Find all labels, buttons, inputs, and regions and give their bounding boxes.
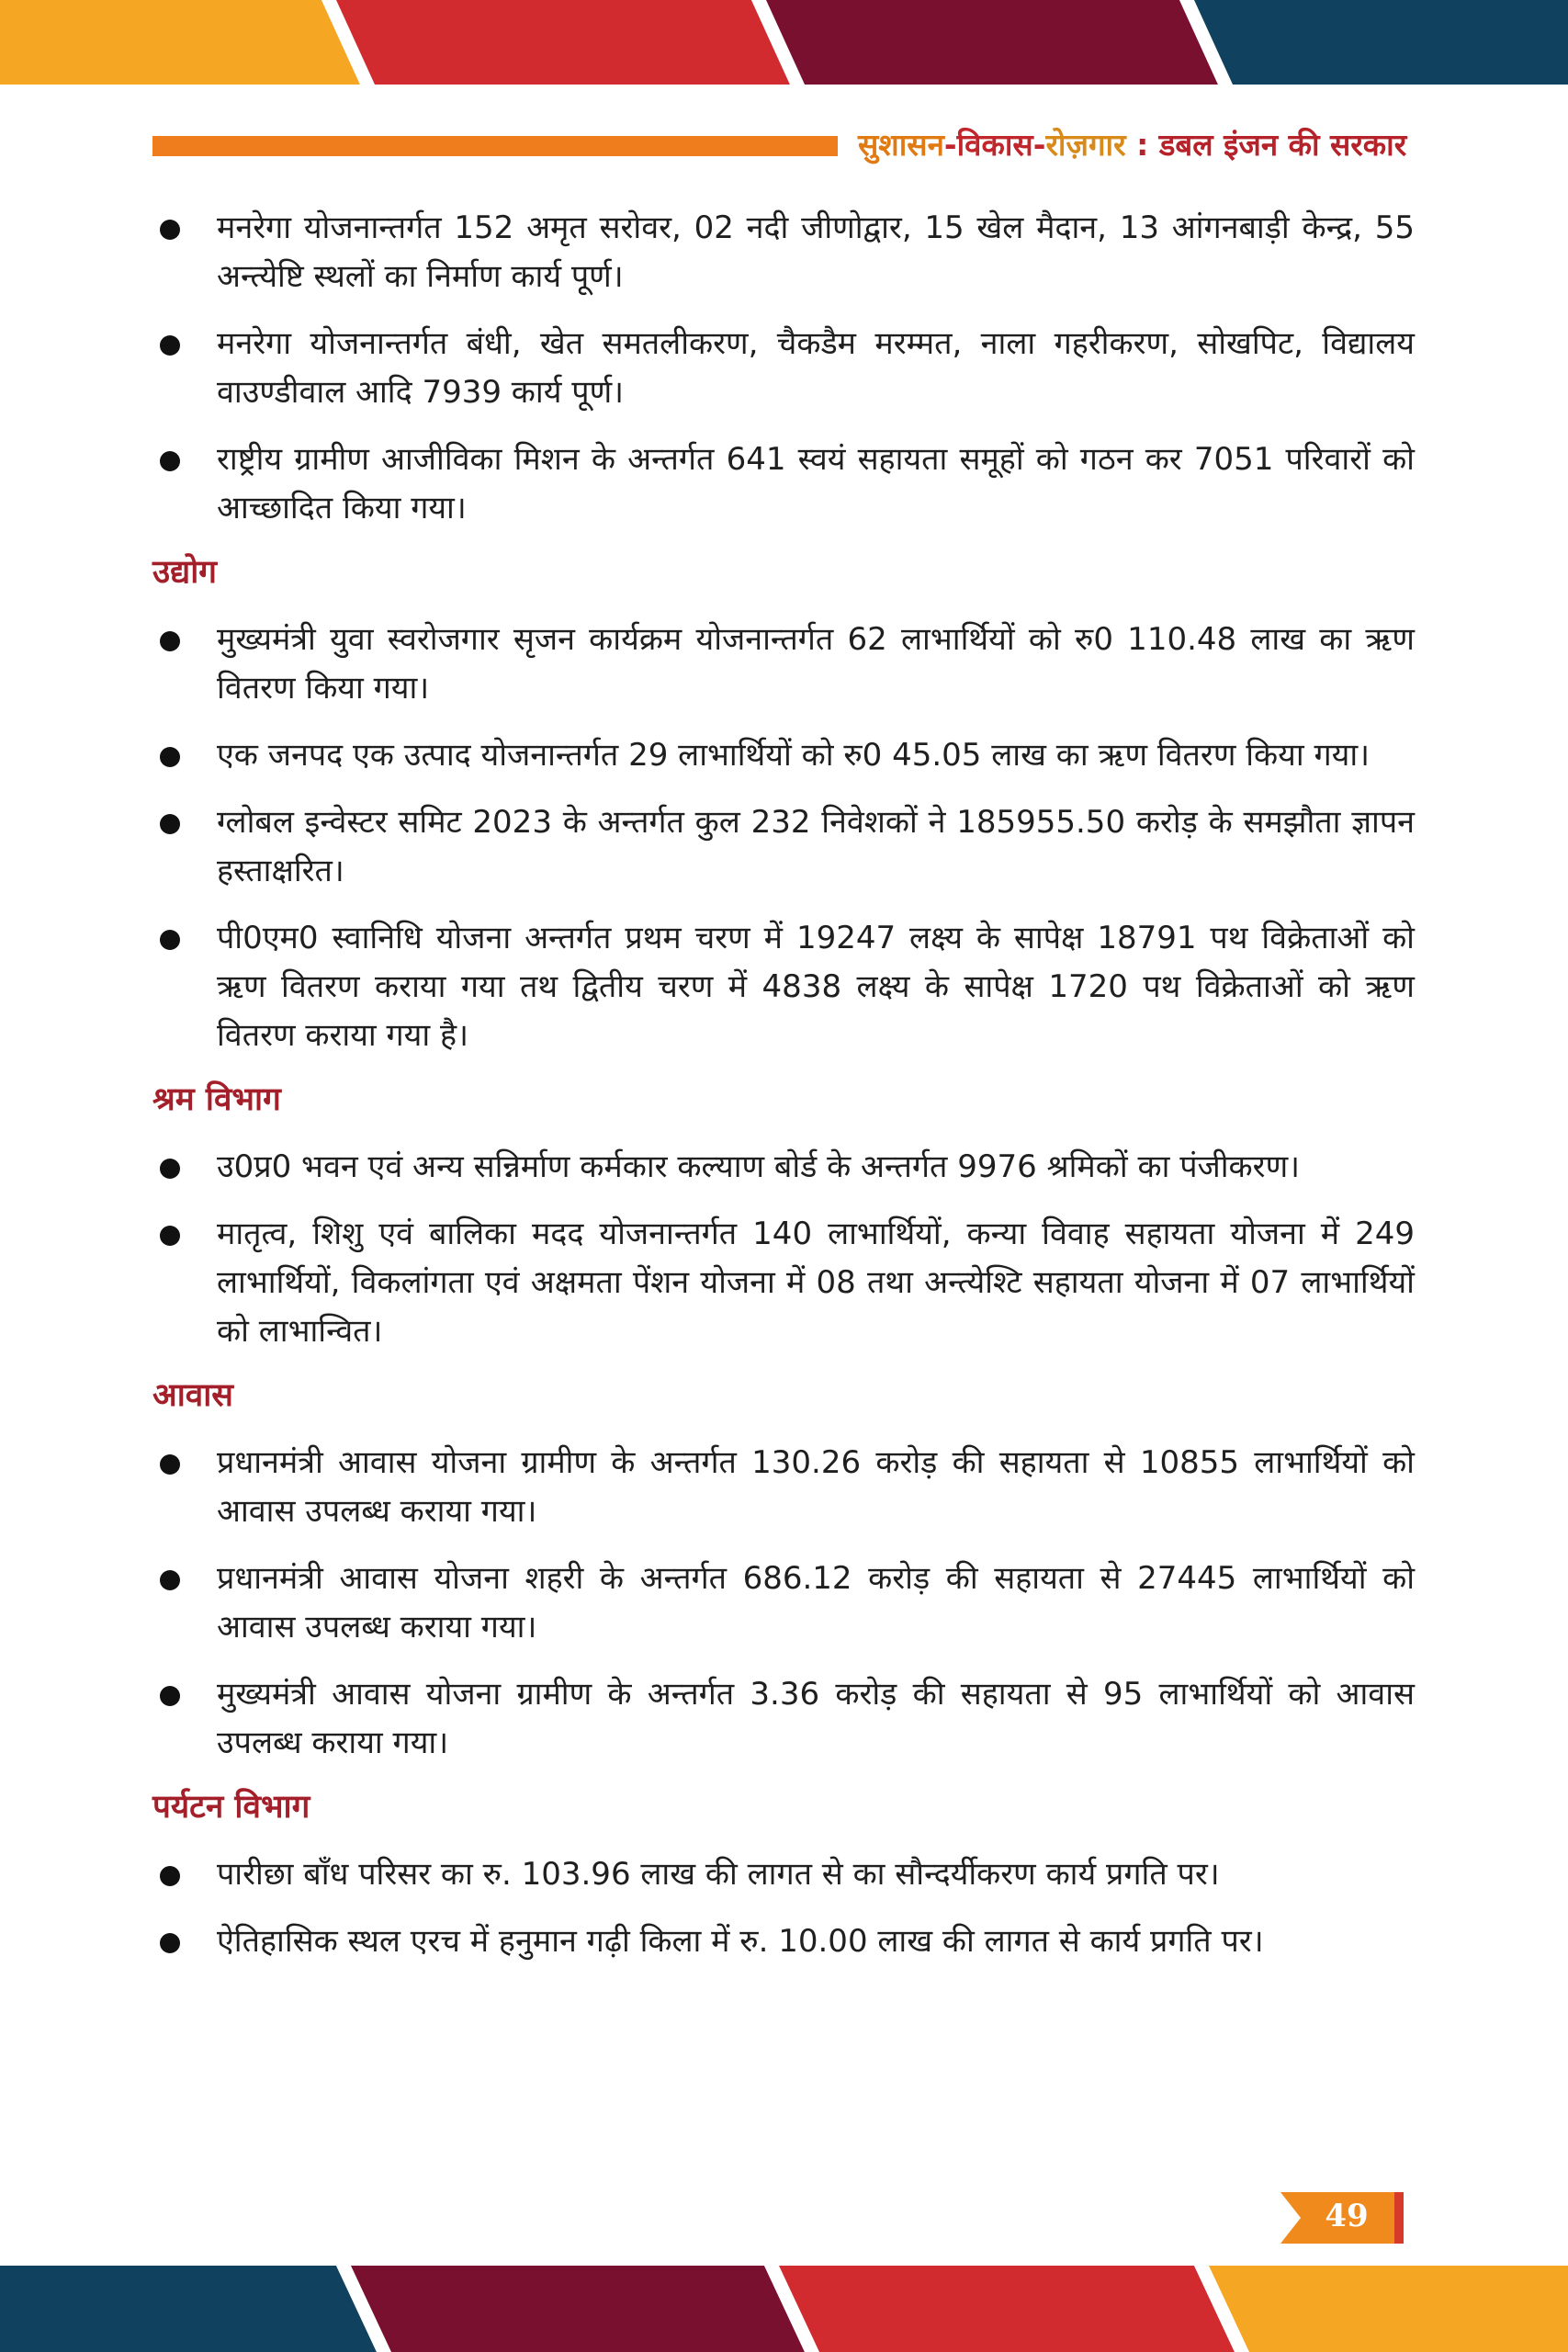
list-item — [152, 1210, 1415, 1356]
list-item-text: मनरेगा योजनान्तर्गत बंधी, खेत समतलीकरण, चैकडैम मरम्मत, नाला गहरीकरण, सोखपिट, विद्यालय वाउण्डीवाल आदि 7939 कार्य पूर्ण। — [217, 325, 1415, 411]
bullet-icon — [160, 814, 180, 834]
page-number-tab — [1280, 2192, 1409, 2244]
list-item-text: प्रधानमंत्री आवास योजना ग्रामीण के अन्तर्गत 130.26 करोड़ की सहायता से 10855 लाभार्थियों को आवास उपलब्ध कराया गया। — [217, 1444, 1415, 1530]
header-accent-bar — [152, 136, 838, 156]
list-item-text: मातृत्व, शिशु एवं बालिका मदद योजनान्तर्गत 140 लाभार्थियों, कन्या विवाह सहायता योजना में 249 लाभार्थियों, विकलांगता एवं अक्षमता पेंशन योजना में 08 तथा अन्त्येश्टि सहायता योजना में 07 लाभार्थियों को लाभान्वित। — [217, 1216, 1415, 1350]
header-part-vikas: विकास — [956, 127, 1033, 163]
section-paryatan — [152, 1786, 1415, 1966]
list-item — [152, 204, 1415, 301]
header-part-double-engine: : डबल इंजन की सरकार — [1125, 127, 1407, 163]
section-heading: उद्योग — [152, 553, 218, 591]
bullet-icon — [160, 1454, 180, 1475]
list-item-text: मुख्यमंत्री युवा स्वरोजगार सृजन कार्यक्रम योजनान्तर्गत 62 लाभार्थियों को रु0 110.48 लाख का ऋण वितरण किया गया। — [217, 621, 1415, 707]
list-item-text: मुख्यमंत्री आवास योजना ग्रामीण के अन्तर्गत 3.36 करोड़ की सहायता से 95 लाभार्थियों को आवास उपलब्ध कराया गया। — [217, 1676, 1415, 1761]
list-item — [152, 1439, 1415, 1536]
running-header-title — [858, 123, 1406, 164]
list-item-text: एक जनपद एक उत्पाद योजनान्तर्गत 29 लाभार्थियों को रु0 45.05 लाख का ऋण वितरण किया गया। — [217, 737, 1371, 774]
bullet-icon — [160, 335, 180, 356]
list-item — [152, 731, 1415, 780]
list-item — [152, 1850, 1415, 1899]
section-heading: श्रम विभाग — [152, 1080, 281, 1118]
bullet-icon — [160, 1570, 180, 1590]
section-awas — [152, 1374, 1415, 1768]
list-item-text: उ0प्र0 भवन एवं अन्य सन्निर्माण कर्मकार कल्याण बोर्ड के अन्तर्गत 9976 श्रमिकों का पंजीकरण। — [217, 1148, 1301, 1185]
page-number: 49 — [1325, 2198, 1369, 2234]
page-content — [152, 204, 1415, 1984]
bullet-icon — [160, 451, 180, 471]
header-separator: - — [943, 127, 957, 163]
list-item — [152, 1670, 1415, 1768]
list-item — [152, 320, 1415, 417]
section-intro — [152, 204, 1415, 533]
bullet-icon — [160, 930, 180, 950]
list-item — [152, 1555, 1415, 1652]
bullet-icon — [160, 631, 180, 651]
list-item-text: मनरेगा योजनान्तर्गत 152 अमृत सरोवर, 02 नदी जीणोद्वार, 15 खेल मैदान, 13 आंगनबाड़ी केन्द्र, 55 अन्त्येष्टि स्थलों का निर्माण कार्य पूर्ण। — [217, 209, 1415, 295]
list-item — [152, 798, 1415, 896]
bullet-icon — [160, 1933, 180, 1953]
bullet-icon — [160, 1866, 180, 1886]
top-decorative-band — [0, 0, 1568, 85]
list-item-text: पी0एम0 स्वानिधि योजना अन्तर्गत प्रथम चरण में 19247 लक्ष्य के सापेक्ष 18791 पथ विक्रेताओं को ऋण वितरण कराया गया तथ द्वितीय चरण में 4838 लक्ष्य के सापेक्ष 1720 पथ विक्रेताओं को ऋण वितरण कराया गया है। — [217, 920, 1415, 1054]
list-item-text: प्रधानमंत्री आवास योजना शहरी के अन्तर्गत 686.12 करोड़ की सहायता से 27445 लाभार्थियों को आवास उपलब्ध कराया गया। — [217, 1560, 1415, 1645]
section-heading: पर्यटन विभाग — [152, 1788, 310, 1826]
section-shram — [152, 1079, 1415, 1356]
list-item-text: ग्लोबल इन्वेस्टर समिट 2023 के अन्तर्गत कुल 232 निवेशकों ने 185955.50 करोड़ के समझौता ज्ञापन हस्ताक्षरित। — [217, 804, 1415, 889]
list-item-text: राष्ट्रीय ग्रामीण आजीविका मिशन के अन्तर्गत 641 स्वयं सहायता समूहों को गठन कर 7051 परिवारों को आच्छादित किया गया। — [217, 441, 1415, 526]
header-part-rozgar: रोज़गार — [1045, 127, 1126, 163]
bullet-icon — [160, 1226, 180, 1246]
bullet-icon — [160, 220, 180, 240]
header-part-sushasan: सुशासन — [858, 127, 944, 163]
list-item-text: ऐतिहासिक स्थल एरच में हनुमान गढ़ी किला में रु. 10.00 लाख की लागत से कार्य प्रगति पर। — [217, 1923, 1264, 1960]
header-separator: - — [1032, 127, 1046, 163]
list-item — [152, 435, 1415, 533]
list-item — [152, 914, 1415, 1060]
list-item — [152, 1917, 1415, 1966]
list-item-text: पारीछा बाँध परिसर का रु. 103.96 लाख की लागत से का सौन्दर्यीकरण कार्य प्रगति पर। — [217, 1856, 1220, 1893]
bottom-decorative-band — [0, 2266, 1568, 2352]
list-item — [152, 616, 1415, 713]
bullet-icon — [160, 1686, 180, 1706]
bullet-icon — [160, 1159, 180, 1179]
section-udyog — [152, 551, 1415, 1060]
section-heading: आवास — [152, 1376, 233, 1414]
list-item — [152, 1143, 1415, 1192]
bullet-icon — [160, 747, 180, 767]
